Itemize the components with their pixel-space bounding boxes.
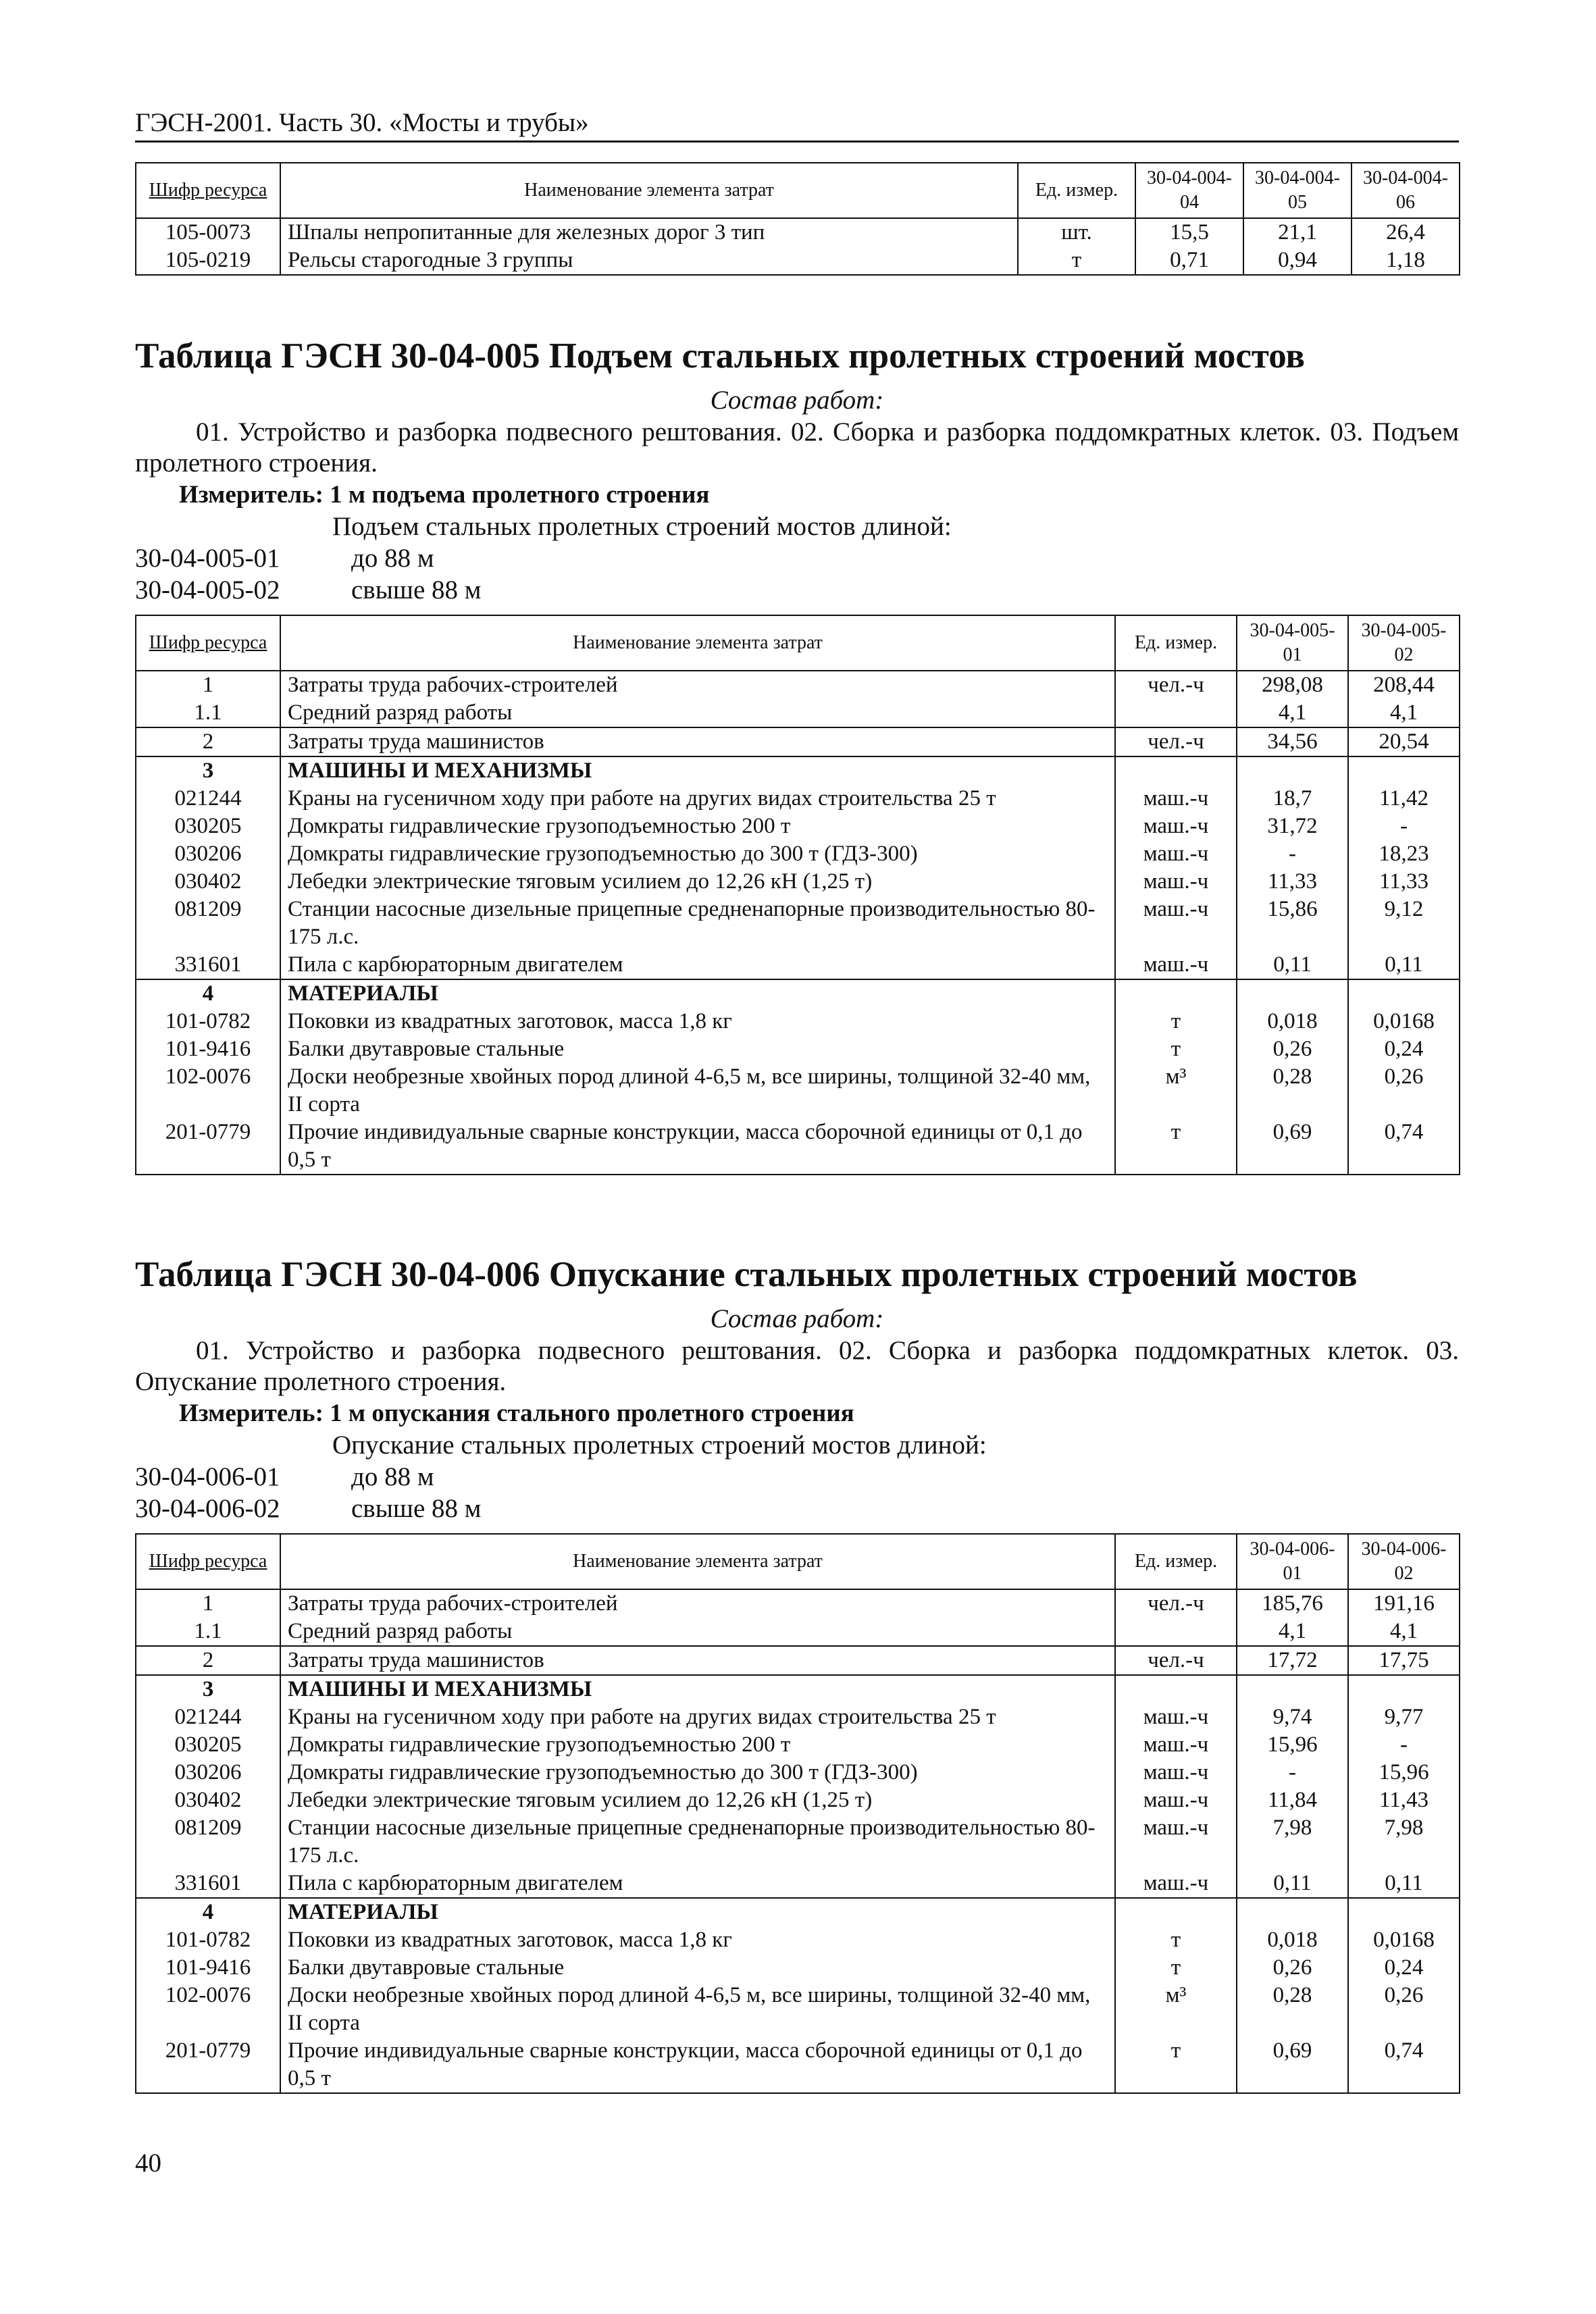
- variant-label: до 88 м: [351, 544, 434, 573]
- code-cell: 3: [136, 1675, 280, 1703]
- variant-code: 30-04-006-02: [135, 1494, 280, 1523]
- unit-cell: [1115, 756, 1237, 785]
- unit-cell: маш.-ч: [1115, 868, 1237, 896]
- value-cell-1: 9,74: [1237, 1703, 1348, 1731]
- table-006-works: 01. Устройство и разборка подвесного рештования. 02. Сборка и разборка поддомкратных клеток. 03. Опускание пролетного строения.: [135, 1336, 1459, 1396]
- unit-cell: чел.-ч: [1115, 671, 1237, 699]
- name-cell: Затраты труда машинистов: [280, 1646, 1115, 1675]
- unit-cell: [1115, 1618, 1237, 1646]
- value-cell-1: 0,11: [1237, 1870, 1348, 1898]
- table-006-variant-2: [135, 1493, 481, 1524]
- table-row: [136, 1926, 1460, 1954]
- code-cell: 030206: [136, 840, 280, 868]
- unit-cell: маш.-ч: [1115, 785, 1237, 813]
- code-cell: 021244: [136, 1703, 280, 1731]
- unit-cell: маш.-ч: [1115, 1731, 1237, 1759]
- value-cell-1: [1237, 1898, 1348, 1926]
- unit-cell: т: [1018, 247, 1135, 275]
- column-header-v2: 30-04-004-05: [1243, 163, 1352, 218]
- name-cell: Поковки из квадратных заготовок, масса 1,8 кг: [280, 1008, 1115, 1035]
- table-005-works: 01. Устройство и разборка подвесного рештования. 02. Сборка и разборка поддомкратных клеток. 03. Подъем пролетного строения.: [135, 417, 1459, 478]
- value-cell-2: 9,12: [1348, 896, 1460, 951]
- value-cell-1: 31,72: [1237, 813, 1348, 840]
- unit-cell: маш.-ч: [1115, 896, 1237, 951]
- code-cell: 030205: [136, 1731, 280, 1759]
- table-005-variant-1: [135, 543, 434, 574]
- value-cell-2: [1348, 979, 1460, 1008]
- resource-table-006: [135, 1533, 1460, 2094]
- code-cell: 102-0076: [136, 1982, 280, 2037]
- value-cell-2: 0,74: [1348, 1119, 1460, 1175]
- table-row: [136, 1898, 1460, 1926]
- table-row: [136, 1982, 1460, 2037]
- unit-cell: т: [1115, 1119, 1237, 1175]
- value-cell-2: 0,26: [1348, 1063, 1460, 1119]
- table-row: [136, 756, 1460, 785]
- table-row: [136, 1786, 1460, 1814]
- code-cell: 2: [136, 727, 280, 756]
- value-cell-2: 20,54: [1348, 727, 1460, 756]
- code-cell: 201-0779: [136, 1119, 280, 1175]
- value-cell-2: 11,42: [1348, 785, 1460, 813]
- column-header-name: Наименование элемента затрат: [280, 615, 1115, 671]
- name-cell: МАТЕРИАЛЫ: [280, 1898, 1115, 1926]
- unit-cell: [1115, 699, 1237, 727]
- value-cell-2: 7,98: [1348, 1814, 1460, 1870]
- table-row: [136, 2037, 1460, 2093]
- unit-cell: м³: [1115, 1982, 1237, 2037]
- unit-cell: маш.-ч: [1115, 1759, 1237, 1786]
- name-cell: Пила с карбюраторным двигателем: [280, 1870, 1115, 1898]
- column-header-unit: Ед. измер.: [1115, 615, 1237, 671]
- code-cell: 105-0073: [136, 218, 280, 247]
- value-cell-1: [1237, 979, 1348, 1008]
- table-body: [136, 1589, 1460, 2093]
- value-cell-1: [1237, 1675, 1348, 1703]
- value-cell-2: 0,26: [1348, 1982, 1460, 2037]
- value-cell-2: 0,11: [1348, 1870, 1460, 1898]
- value-cell-2: 11,43: [1348, 1786, 1460, 1814]
- table-row: [136, 813, 1460, 840]
- table-row: [136, 1675, 1460, 1703]
- column-header-name: Наименование элемента затрат: [280, 163, 1018, 218]
- code-cell: 4: [136, 979, 280, 1008]
- name-cell: Краны на гусеничном ходу при работе на других видах строительства 25 т: [280, 1703, 1115, 1731]
- code-cell: 101-0782: [136, 1926, 280, 1954]
- column-header-v2: 30-04-006-02: [1348, 1534, 1460, 1589]
- table-row: [136, 951, 1460, 979]
- value-cell-1: 0,28: [1237, 1982, 1348, 2037]
- table-005-title: Таблица ГЭСН 30-04-005 Подъем стальных пролетных строений мостов: [135, 336, 1306, 376]
- table-row: [136, 699, 1460, 727]
- table-row: [136, 247, 1460, 275]
- table-row: [136, 218, 1460, 247]
- code-cell: 1.1: [136, 699, 280, 727]
- table-row: [136, 1618, 1460, 1646]
- value-cell-1: 0,69: [1237, 1119, 1348, 1175]
- table-row: [136, 1703, 1460, 1731]
- value-cell-2: -: [1348, 1731, 1460, 1759]
- table-005-intro: Подъем стальных пролетных строений мостов длиной:: [332, 512, 952, 541]
- value-cell-1: 17,72: [1237, 1646, 1348, 1675]
- value-cell-1: -: [1237, 1759, 1348, 1786]
- variant-code: 30-04-005-02: [135, 575, 280, 605]
- name-cell: Лебедки электрические тяговым усилием до 12,26 кН (1,25 т): [280, 868, 1115, 896]
- value-cell-2: [1348, 1898, 1460, 1926]
- column-header-unit: Ед. измер.: [1115, 1534, 1237, 1589]
- column-header-code: Шифр ресурса: [136, 615, 280, 671]
- code-cell: 105-0219: [136, 247, 280, 275]
- name-cell: Балки двутавровые стальные: [280, 1035, 1115, 1063]
- table-row: [136, 727, 1460, 756]
- name-cell: Затраты труда рабочих-строителей: [280, 671, 1115, 699]
- table-row: [136, 979, 1460, 1008]
- column-header-code: Шифр ресурса: [136, 1534, 280, 1589]
- unit-cell: маш.-ч: [1115, 840, 1237, 868]
- table-row: [136, 840, 1460, 868]
- code-cell: 081209: [136, 896, 280, 951]
- table-header-row: [136, 163, 1460, 218]
- code-cell: 101-0782: [136, 1008, 280, 1035]
- unit-cell: т: [1115, 1954, 1237, 1982]
- code-cell: 1: [136, 1589, 280, 1618]
- value-cell-1: 11,33: [1237, 868, 1348, 896]
- name-cell: Краны на гусеничном ходу при работе на других видах строительства 25 т: [280, 785, 1115, 813]
- column-header-v1: 30-04-004-04: [1135, 163, 1243, 218]
- name-cell: Лебедки электрические тяговым усилием до 12,26 кН (1,25 т): [280, 1786, 1115, 1814]
- name-cell: МАШИНЫ И МЕХАНИЗМЫ: [280, 756, 1115, 785]
- code-cell: 102-0076: [136, 1063, 280, 1119]
- table-row: [136, 1035, 1460, 1063]
- value-cell-2: 208,44: [1348, 671, 1460, 699]
- table-row: [136, 868, 1460, 896]
- name-cell: Средний разряд работы: [280, 1618, 1115, 1646]
- value-cell-1: [1237, 756, 1348, 785]
- code-cell: 101-9416: [136, 1954, 280, 1982]
- table-006-title: Таблица ГЭСН 30-04-006 Опускание стальных пролетных строений мостов: [135, 1255, 1358, 1294]
- table-row: [136, 1731, 1460, 1759]
- table-row: [136, 1008, 1460, 1035]
- column-header-unit: Ед. измер.: [1018, 163, 1135, 218]
- unit-cell: чел.-ч: [1115, 1646, 1237, 1675]
- unit-cell: т: [1115, 1008, 1237, 1035]
- value-cell-1: 0,26: [1237, 1035, 1348, 1063]
- name-cell: Домкраты гидравлические грузоподъемностью 200 т: [280, 813, 1115, 840]
- unit-cell: [1115, 1675, 1237, 1703]
- value-cell-1: -: [1237, 840, 1348, 868]
- table-body: [136, 671, 1460, 1175]
- name-cell: Балки двутавровые стальные: [280, 1954, 1115, 1982]
- table-row: [136, 785, 1460, 813]
- value-cell-1: 0,28: [1237, 1063, 1348, 1119]
- running-header: ГЭСН-2001. Часть 30. «Мосты и трубы»: [135, 108, 589, 137]
- unit-cell: маш.-ч: [1115, 951, 1237, 979]
- value-cell-2: 15,96: [1348, 1759, 1460, 1786]
- name-cell: Прочие индивидуальные сварные конструкции, масса сборочной единицы от 0,1 до 0,5 т: [280, 1119, 1115, 1175]
- value-cell-1: 34,56: [1237, 727, 1348, 756]
- table-row: [136, 1063, 1460, 1119]
- name-cell: Пила с карбюраторным двигателем: [280, 951, 1115, 979]
- unit-cell: [1115, 979, 1237, 1008]
- value-cell-1: 0,11: [1237, 951, 1348, 979]
- code-cell: 081209: [136, 1814, 280, 1870]
- value-cell-2: [1348, 1675, 1460, 1703]
- value-cell-2: 11,33: [1348, 868, 1460, 896]
- value-cell-1: 298,08: [1237, 671, 1348, 699]
- code-cell: 331601: [136, 951, 280, 979]
- code-cell: 030402: [136, 868, 280, 896]
- value-cell-2: 0,94: [1243, 247, 1352, 275]
- table-005-variant-2: [135, 575, 481, 606]
- value-cell-2: 0,0168: [1348, 1008, 1460, 1035]
- name-cell: МАШИНЫ И МЕХАНИЗМЫ: [280, 1675, 1115, 1703]
- column-header-code: Шифр ресурса: [136, 163, 280, 218]
- unit-cell: т: [1115, 2037, 1237, 2093]
- name-cell: Доски необрезные хвойных пород длиной 4-6,5 м, все ширины, толщиной 32-40 мм, II сорта: [280, 1982, 1115, 2037]
- value-cell-1: 185,76: [1237, 1589, 1348, 1618]
- value-cell-2: 191,16: [1348, 1589, 1460, 1618]
- variant-code: 30-04-005-01: [135, 544, 280, 573]
- unit-cell: чел.-ч: [1115, 727, 1237, 756]
- table-row: [136, 671, 1460, 699]
- value-cell-1: 4,1: [1237, 1618, 1348, 1646]
- code-cell: 030206: [136, 1759, 280, 1786]
- unit-cell: маш.-ч: [1115, 1870, 1237, 1898]
- name-cell: Поковки из квадратных заготовок, масса 1,8 кг: [280, 1926, 1115, 1954]
- table-006-intro: Опускание стальных пролетных строений мостов длиной:: [332, 1431, 987, 1460]
- value-cell-1: 18,7: [1237, 785, 1348, 813]
- value-cell-1: 0,018: [1237, 1926, 1348, 1954]
- value-cell-1: 4,1: [1237, 699, 1348, 727]
- value-cell-2: 17,75: [1348, 1646, 1460, 1675]
- code-cell: 201-0779: [136, 2037, 280, 2093]
- header-rule: [135, 140, 1459, 143]
- code-cell: 4: [136, 1898, 280, 1926]
- page-number: 40: [135, 2149, 161, 2178]
- column-header-v2: 30-04-005-02: [1348, 615, 1460, 671]
- table-header-row: [136, 615, 1460, 671]
- name-cell: Доски необрезные хвойных пород длиной 4-6,5 м, все ширины, толщиной 32-40 мм, II сорта: [280, 1063, 1115, 1119]
- table-row: [136, 1954, 1460, 1982]
- code-cell: 331601: [136, 1870, 280, 1898]
- value-cell-1: 15,5: [1135, 218, 1243, 247]
- unit-cell: м³: [1115, 1063, 1237, 1119]
- table-row: [136, 1870, 1460, 1898]
- unit-cell: маш.-ч: [1115, 813, 1237, 840]
- table-body: [136, 218, 1460, 275]
- table-row: [136, 1119, 1460, 1175]
- code-cell: 030402: [136, 1786, 280, 1814]
- table-005-measurer: Измеритель: 1 м подъема пролетного строения: [179, 481, 710, 509]
- value-cell-2: 4,1: [1348, 699, 1460, 727]
- name-cell: Затраты труда рабочих-строителей: [280, 1589, 1115, 1618]
- name-cell: Шпалы непропитанные для железных дорог 3 тип: [280, 218, 1018, 247]
- column-header-name: Наименование элемента затрат: [280, 1534, 1115, 1589]
- table-006-measurer: Измеритель: 1 м опускания стального пролетного строения: [179, 1399, 854, 1427]
- table-header-row: [136, 1534, 1460, 1589]
- value-cell-3: 26,4: [1352, 218, 1460, 247]
- value-cell-1: 0,018: [1237, 1008, 1348, 1035]
- name-cell: Прочие индивидуальные сварные конструкции, масса сборочной единицы от 0,1 до 0,5 т: [280, 2037, 1115, 2093]
- resource-table-005: [135, 615, 1460, 1175]
- value-cell-2: [1348, 756, 1460, 785]
- value-cell-1: 0,69: [1237, 2037, 1348, 2093]
- variant-label: свыше 88 м: [351, 575, 482, 605]
- column-header-v3: 30-04-004-06: [1352, 163, 1460, 218]
- table-006-sostav: Состав работ:: [710, 1304, 884, 1333]
- value-cell-3: 1,18: [1352, 247, 1460, 275]
- unit-cell: т: [1115, 1035, 1237, 1063]
- table-row: [136, 1589, 1460, 1618]
- unit-cell: маш.-ч: [1115, 1814, 1237, 1870]
- table-006-variant-1: [135, 1462, 434, 1493]
- value-cell-2: 9,77: [1348, 1703, 1460, 1731]
- continuation-table: [135, 162, 1460, 276]
- table-row: [136, 1646, 1460, 1675]
- table-005-sostav: Состав работ:: [710, 386, 884, 415]
- variant-label: свыше 88 м: [351, 1494, 482, 1523]
- table-row: [136, 1814, 1460, 1870]
- code-cell: 1.1: [136, 1618, 280, 1646]
- unit-cell: шт.: [1018, 218, 1135, 247]
- table-row: [136, 1759, 1460, 1786]
- value-cell-1: 7,98: [1237, 1814, 1348, 1870]
- value-cell-2: 0,24: [1348, 1035, 1460, 1063]
- name-cell: Домкраты гидравлические грузоподъемностью до 300 т (ГДЗ-300): [280, 1759, 1115, 1786]
- name-cell: Рельсы старогодные 3 группы: [280, 247, 1018, 275]
- value-cell-1: 0,71: [1135, 247, 1243, 275]
- unit-cell: т: [1115, 1926, 1237, 1954]
- name-cell: Станции насосные дизельные прицепные средненапорные производительностью 80-175 л.с.: [280, 896, 1115, 951]
- value-cell-1: 11,84: [1237, 1786, 1348, 1814]
- value-cell-2: 0,74: [1348, 2037, 1460, 2093]
- unit-cell: маш.-ч: [1115, 1703, 1237, 1731]
- code-cell: 021244: [136, 785, 280, 813]
- value-cell-1: 0,26: [1237, 1954, 1348, 1982]
- code-cell: 030205: [136, 813, 280, 840]
- value-cell-2: 18,23: [1348, 840, 1460, 868]
- code-cell: 1: [136, 671, 280, 699]
- column-header-v1: 30-04-005-01: [1237, 615, 1348, 671]
- value-cell-1: 15,96: [1237, 1731, 1348, 1759]
- code-cell: 3: [136, 756, 280, 785]
- code-cell: 2: [136, 1646, 280, 1675]
- unit-cell: чел.-ч: [1115, 1589, 1237, 1618]
- value-cell-2: 0,11: [1348, 951, 1460, 979]
- variant-code: 30-04-006-01: [135, 1462, 280, 1491]
- name-cell: Домкраты гидравлические грузоподъемностью 200 т: [280, 1731, 1115, 1759]
- value-cell-2: 0,24: [1348, 1954, 1460, 1982]
- name-cell: Затраты труда машинистов: [280, 727, 1115, 756]
- name-cell: Средний разряд работы: [280, 699, 1115, 727]
- value-cell-2: 0,0168: [1348, 1926, 1460, 1954]
- name-cell: Станции насосные дизельные прицепные средненапорные производительностью 80-175 л.с.: [280, 1814, 1115, 1870]
- value-cell-2: 21,1: [1243, 218, 1352, 247]
- value-cell-1: 15,86: [1237, 896, 1348, 951]
- value-cell-2: 4,1: [1348, 1618, 1460, 1646]
- unit-cell: маш.-ч: [1115, 1786, 1237, 1814]
- name-cell: МАТЕРИАЛЫ: [280, 979, 1115, 1008]
- column-header-v1: 30-04-006-01: [1237, 1534, 1348, 1589]
- name-cell: Домкраты гидравлические грузоподъемностью до 300 т (ГДЗ-300): [280, 840, 1115, 868]
- value-cell-2: -: [1348, 813, 1460, 840]
- unit-cell: [1115, 1898, 1237, 1926]
- table-row: [136, 896, 1460, 951]
- variant-label: до 88 м: [351, 1462, 434, 1491]
- code-cell: 101-9416: [136, 1035, 280, 1063]
